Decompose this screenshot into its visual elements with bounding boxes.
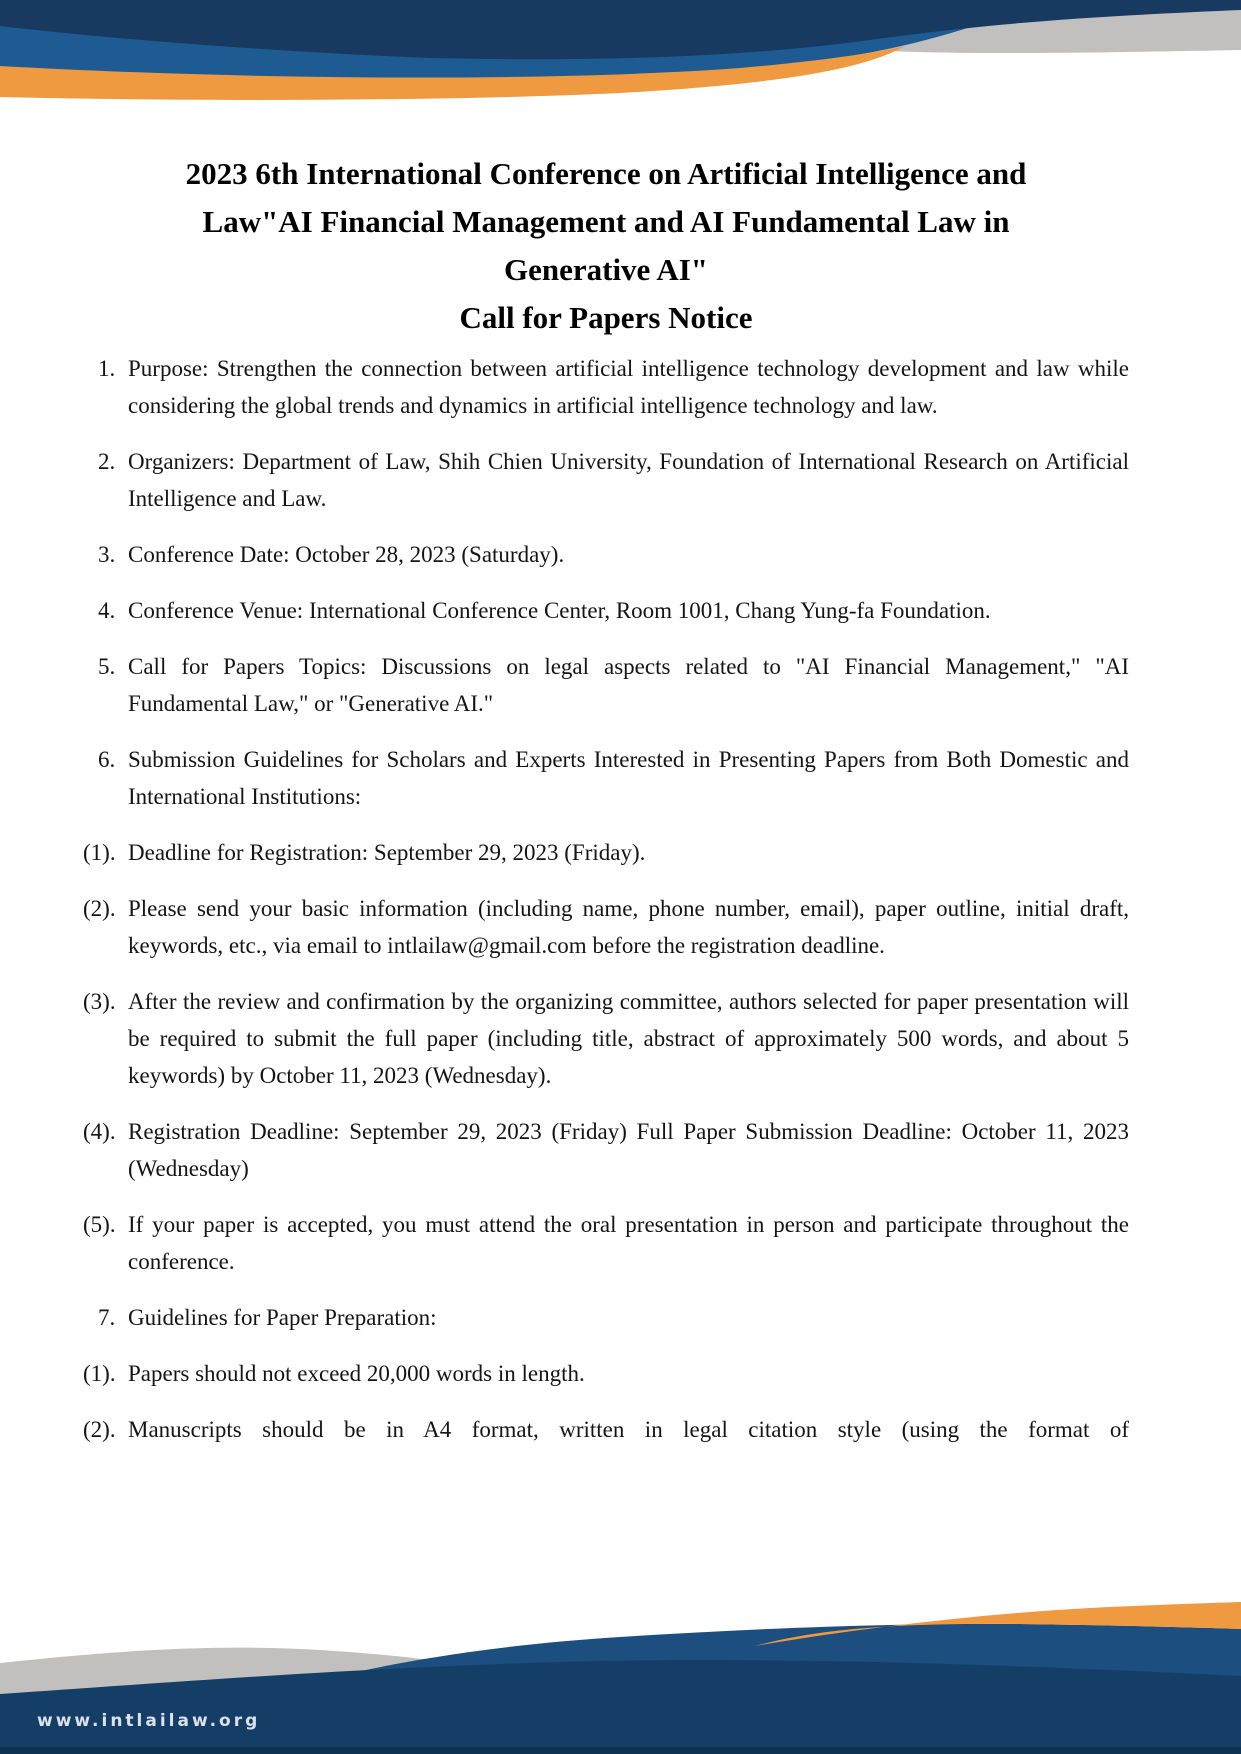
item-text: After the review and confirmation by the organizing committee, authors selected for paper presentation will be required to submit the full paper (including title, abstract of approximately 500 words, and about 5 keywords) by October 11, 2023 (Wednesday).: [128, 989, 1129, 1088]
item-text: Manuscripts should be in A4 format, written in legal citation style (using the format of: [128, 1417, 1129, 1442]
list-item: [83, 983, 1129, 1094]
item-marker: (1).: [83, 840, 116, 865]
title-line-3: Generative AI": [503, 252, 709, 287]
item-marker: (5).: [83, 1212, 116, 1237]
item-marker: 3.: [98, 542, 116, 567]
item-text: If your paper is accepted, you must attend the oral presentation in person and participate throughout the conference.: [128, 1212, 1129, 1274]
notice-body: [83, 350, 1129, 1448]
list-item: [83, 1206, 1129, 1280]
item-marker: 6.: [98, 747, 116, 772]
item-text: Conference Venue: International Conference Center, Room 1001, Chang Yung-fa Foundation.: [128, 598, 991, 623]
item-marker: (4).: [83, 1119, 116, 1144]
list-item: [83, 834, 1129, 871]
item-marker: (1).: [83, 1361, 116, 1386]
item-marker: 7.: [98, 1305, 116, 1330]
item-text: Guidelines for Paper Preparation:: [128, 1305, 437, 1330]
list-item: [83, 592, 1129, 629]
item-marker: 5.: [98, 654, 116, 679]
item-text: Registration Deadline: September 29, 2023 (Friday) Full Paper Submission Deadline: October 11, 2023 (Wednesday): [128, 1119, 1129, 1181]
item-marker: (2).: [83, 1417, 116, 1442]
item-text: Purpose: Strengthen the connection between artificial intelligence technology development and law while considering the global trends and dynamics in artificial intelligence technology and law.: [128, 356, 1129, 418]
item-text: Deadline for Registration: September 29, 2023 (Friday).: [128, 840, 646, 865]
item-marker: 4.: [98, 598, 116, 623]
item-text: Please send your basic information (including name, phone number, email), paper outline, initial draft, keywords, etc., via email to intlailaw@gmail.com before the registration deadline.: [128, 896, 1129, 958]
list-item: [83, 350, 1129, 424]
item-marker: 2.: [98, 449, 116, 474]
item-text: Organizers: Department of Law, Shih Chien University, Foundation of International Research on Artificial Intelligence and Law.: [128, 449, 1129, 511]
item-text: Papers should not exceed 20,000 words in length.: [128, 1361, 585, 1386]
item-marker: 1.: [98, 356, 116, 381]
item-marker: (3).: [83, 989, 116, 1014]
title-line-1: 2023 6th International Conference on Artificial Intelligence and: [185, 156, 1027, 191]
footer-bottom-strip: [0, 1747, 1241, 1754]
list-item: [83, 1299, 1129, 1336]
item-marker: (2).: [83, 896, 116, 921]
list-item: [83, 648, 1129, 722]
document-title: [83, 150, 1129, 342]
title-line-4: Call for Papers Notice: [459, 300, 753, 335]
list-item: [83, 443, 1129, 517]
item-text: Conference Date: October 28, 2023 (Saturday).: [128, 542, 565, 567]
title-line-2: Law"AI Financial Management and AI Fundamental Law in: [202, 204, 1010, 239]
list-item: [83, 1113, 1129, 1187]
website-url-text: www.intlailaw.org: [37, 1711, 261, 1731]
list-item: [83, 1411, 1129, 1448]
list-item: [83, 1355, 1129, 1392]
item-text: Call for Papers Topics: Discussions on legal aspects related to "AI Financial Management," "AI Fundamental Law," or "Generative AI.": [128, 654, 1129, 716]
item-text: Submission Guidelines for Scholars and Experts Interested in Presenting Papers from Both Domestic and International Institutions:: [128, 747, 1129, 809]
list-item: [83, 890, 1129, 964]
list-item: [83, 741, 1129, 815]
list-item: [83, 536, 1129, 573]
